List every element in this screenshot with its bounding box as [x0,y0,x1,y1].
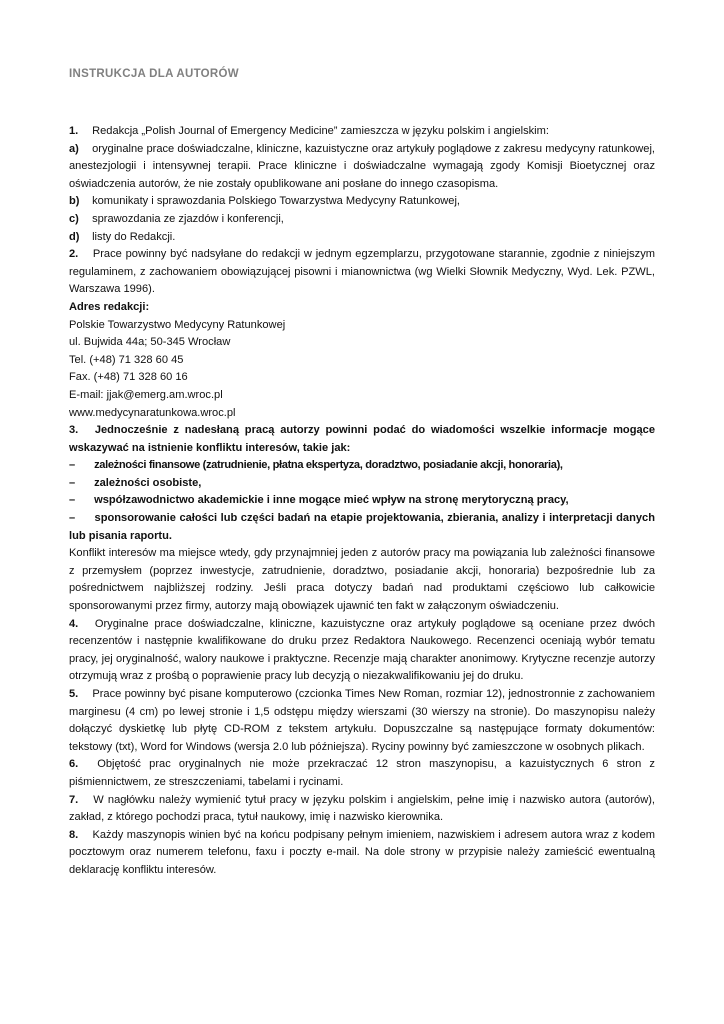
list-item-d [69,229,655,247]
list-item-c-label: c) [69,212,79,225]
address-tel: Tel. (+48) 71 328 60 45 [69,353,184,366]
dash-bullet: – [69,476,76,489]
section-5-number: 5. [69,688,79,700]
list-item-c-text: sprawozdania ze zjazdów i konferencji, [92,212,284,225]
list-item-d-label: d) [69,230,80,243]
dash-bullet: – [69,459,76,472]
section-5 [69,686,655,756]
dash-bullet: – [69,512,76,525]
conflict-item-4-text: sponsorowanie całości lub części badań na etapie projektowania, zbierania, analizy i interpretacji danych lub pisania raportu. [69,512,655,542]
conflict-item-2-text: zależności osobiste, [94,476,202,489]
list-item-c [69,211,655,229]
list-item-b-label: b) [69,195,80,208]
conflict-paragraph: Konflikt interesów ma miejsce wtedy, gdy przynajmniej jeden z autorów pracy ma powiązania lub zależności finansowe z przemysłem (poprzez inwestycje, zatrudnienie, doradztwo, posiadanie akcji, honoraria) bezpośrednie lub za pośrednictwem najbliższej rodziny. Jeśli praca dotyczy badań nad produktami częściowo lub całkowicie sponsorowanymi przez firmy, autorzy mają obowiązek ujawnić ten fakt w załączonym oświadczeniu. [69,547,655,613]
section-4-text: Oryginalne prace doświadczalne, kliniczne, kazuistyczne oraz artykuły poglądowe są oceniane przez dwóch recenzentów i następnie kwalifikowane do druku przez Redaktora Naukowego. Recenzenci oceniają wybór tematu pracy, jej oryginalność, walory naukowe i praktyczne. Recenzje mają charakter anonimowy. Krytyczne recenzje autorzy otrzymują wraz z prośbą o poprawienie pracy lub decyzją o niezakwalifikowaniu jej do druku. [69,617,655,683]
address-www: www.medycynaratunkowa.wroc.pl [69,406,236,419]
list-item-a-text: oryginalne prace doświadczalne, kliniczne, kazuistyczne oraz artykuły poglądowe z zakresu medycyny ratunkowej, anestezjologii i intensywnej terapii. Prace kliniczne i doświadczalne wymagają zgody Komisji Bioetycznej oraz oświadczenia autorów, że nie zostały opublikowane ani posłane do innego czasopisma. [69,142,655,190]
list-item-b [69,193,655,211]
section-1-text: Redakcja „Polish Journal of Emergency Medicine” zamieszcza w języku polskim i angielskim: [92,125,549,137]
section-2-number: 2. [69,248,79,261]
section-6 [69,756,655,791]
conflict-item-2 [69,475,655,493]
section-3-text: Jednocześnie z nadesłaną pracą autorzy powinni podać do wiadomości wszelkie informacje mogące wskazywać na istnienie konfliktu interesów, takie jak: [69,424,655,454]
section-1-number: 1. [69,125,79,137]
conflict-item-4 [69,510,655,545]
section-7-text: W nagłówku należy wymienić tytuł pracy w języku polskim i angielskim, pełne imię i nazwisko autora (autorów), zakład, z którego pochodzi praca, tytuł naukowy, imię i nazwisko kierownika. [69,793,655,824]
conflict-item-3 [69,492,655,510]
section-4 [69,616,655,686]
section-8 [69,827,655,880]
address-org: Polskie Towarzystwo Medycyny Ratunkowej [69,318,286,331]
address-heading: Adres redakcji: [69,300,150,313]
list-item-a [69,141,655,194]
address-street: ul. Bujwida 44a; 50-345 Wrocław [69,336,231,349]
section-2 [69,246,655,299]
section-7-number: 7. [69,793,79,806]
section-7 [69,792,655,827]
section-3-number: 3. [69,424,79,437]
document-body [69,123,655,880]
address-fax: Fax. (+48) 71 328 60 16 [69,371,188,384]
section-6-text: Objętość prac oryginalnych nie może przekraczać 12 stron maszynopisu, a kazuistycznych 6 stron z piśmiennictwem, ze streszczeniami, tabelami i rycinami. [69,758,655,788]
list-item-b-text: komunikaty i sprawozdania Polskiego Towarzystwa Medycyny Ratunkowej, [92,195,460,208]
page-title: INSTRUKCJA DLA AUTORÓW [69,68,239,80]
section-8-number: 8. [69,828,79,841]
section-2-text: Prace powinny być nadsyłane do redakcji w jednym egzemplarzu, przygotowane starannie, zgodnie z niniejszym regulaminem, z zachowaniem obowiązującej pisowni i mianownictwa (wg Wielki Słownik Medyczny, Wyd. Lek. PZWL, Warszawa 1996). [69,248,655,296]
conflict-item-3-text: współzawodnictwo akademickie i inne mogące mieć wpływ na stronę merytoryczną pracy, [94,494,569,507]
dash-bullet: – [69,494,76,507]
section-6-number: 6. [69,758,79,771]
address-email: E-mail: jjak@emerg.am.wroc.pl [69,388,223,401]
conflict-item-1-text: zależności finansowe (zatrudnienie, płatna ekspertyza, doradztwo, posiadanie akcji, honoraria), [94,459,563,472]
section-3 [69,422,655,457]
section-8-text: Każdy maszynopis winien być na końcu podpisany pełnym imieniem, nazwiskiem i adresem autora wraz z kodem pocztowym oraz numerem telefonu, faxu i poczty e-mail. Na dole strony w przypisie należy zamieścić ewentualną deklarację konfliktu interesów. [69,828,655,876]
conflict-item-1 [69,457,655,475]
list-item-a-label: a) [69,142,79,155]
section-1 [69,123,655,141]
section-5-text: Prace powinny być pisane komputerowo (czcionka Times New Roman, rozmiar 12), jednostronnie z zachowaniem marginesu (4 cm) po lewej stronie i 1,5 odstępu między wierszami (30 wierszy na stronie). Do maszynopisu należy dołączyć dyskietkę lub płytę CD-ROM z tekstem artykułu. Dopuszczalne są następujące formaty dokumentów: tekstowy (txt), Word for Windows (wersja 2.0 lub późniejsza). Ryciny powinny być zamieszczone w osobnych plikach. [69,688,655,753]
list-item-d-text: listy do Redakcji. [92,230,176,243]
section-4-number: 4. [69,617,79,630]
